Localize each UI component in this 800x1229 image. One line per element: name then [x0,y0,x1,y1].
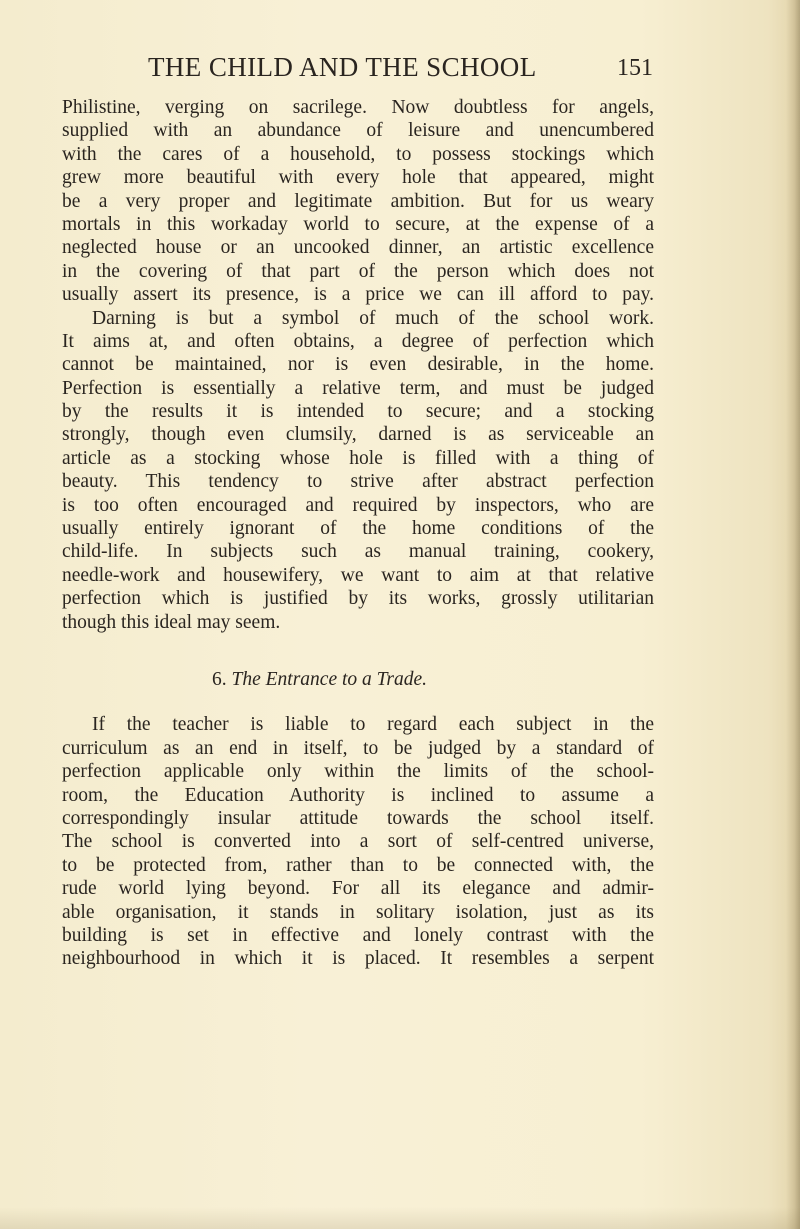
text-line: perfection applicable only within the limits of the school- [62,761,654,783]
running-header [148,52,653,86]
text-line: It aims at, and often obtains, a degree of perfection which [62,330,654,352]
text-line: room, the Education Authority is inclined to assume a [62,784,654,806]
text-line: though this ideal may seem. [62,611,281,633]
page-edge-shadow [786,0,800,1229]
text-line: supplied with an abundance of leisure and unencumbered [62,120,654,142]
text-line: child-life. In subjects such as manual training, cookery, [62,541,654,563]
text-line: to be protected from, rather than to be connected with, the [62,854,654,876]
section-heading [62,668,654,691]
text-line: is too often encouraged and required by inspectors, who are [62,494,654,516]
text-line: beauty. This tendency to strive after abstract perfection [62,471,654,493]
text-line: neglected house or an uncooked dinner, an artistic excellence [62,237,654,259]
section-title: The Entrance to a Trade. [231,668,428,690]
text-line: rude world lying beyond. For all its elegance and admir- [62,878,654,900]
text-line: correspondingly insular attitude towards the school itself. [62,807,654,829]
body-text [62,96,654,971]
text-line: The school is converted into a sort of self-centred universe, [62,831,654,853]
text-line: be a very proper and legitimate ambition. But for us weary [62,190,654,212]
text-line: grew more beautiful with every hole that appeared, might [62,167,654,189]
text-line: needle-work and housewifery, we want to aim at that relative [62,564,654,586]
text-line: with the cares of a household, to possess stockings which [62,143,654,165]
text-line: Darning is but a symbol of much of the school work. [92,307,654,329]
text-line: building is set in effective and lonely contrast with the [62,924,654,946]
text-line: strongly, though even clumsily, darned is as serviceable an [62,424,654,446]
text-line: Philistine, verging on sacrilege. Now doubtless for angels, [62,97,654,118]
page-number: 151 [617,55,653,81]
text-line: article as a stocking whose hole is filled with a thing of [62,447,654,469]
text-line: neighbourhood in which it is placed. It resembles a serpent [62,948,654,970]
text-line: mortals in this workaday world to secure, at the expense of a [62,213,654,235]
text-line: usually assert its presence, is a price we can ill afford to pay. [62,284,654,306]
running-title: THE CHILD AND THE SCHOOL [148,52,537,82]
text-line: Perfection is essentially a relative term, and must be judged [62,377,654,399]
text-line: If the teacher is liable to regard each subject in the [92,714,654,736]
text-line: curriculum as an end in itself, to be judged by a standard of [62,737,654,759]
text-line: usually entirely ignorant of the home conditions of the [62,518,654,540]
text-line: cannot be maintained, nor is even desirable, in the home. [62,354,654,376]
section-number: 6. [212,668,227,690]
page-bottom-shadow [0,1207,800,1229]
text-line: perfection which is justified by its works, grossly utilitarian [62,588,654,610]
text-line: able organisation, it stands in solitary isolation, just as its [62,901,654,923]
text-line: by the results it is intended to secure; and a stocking [62,401,654,423]
text-line: in the covering of that part of the person which does not [62,260,654,282]
